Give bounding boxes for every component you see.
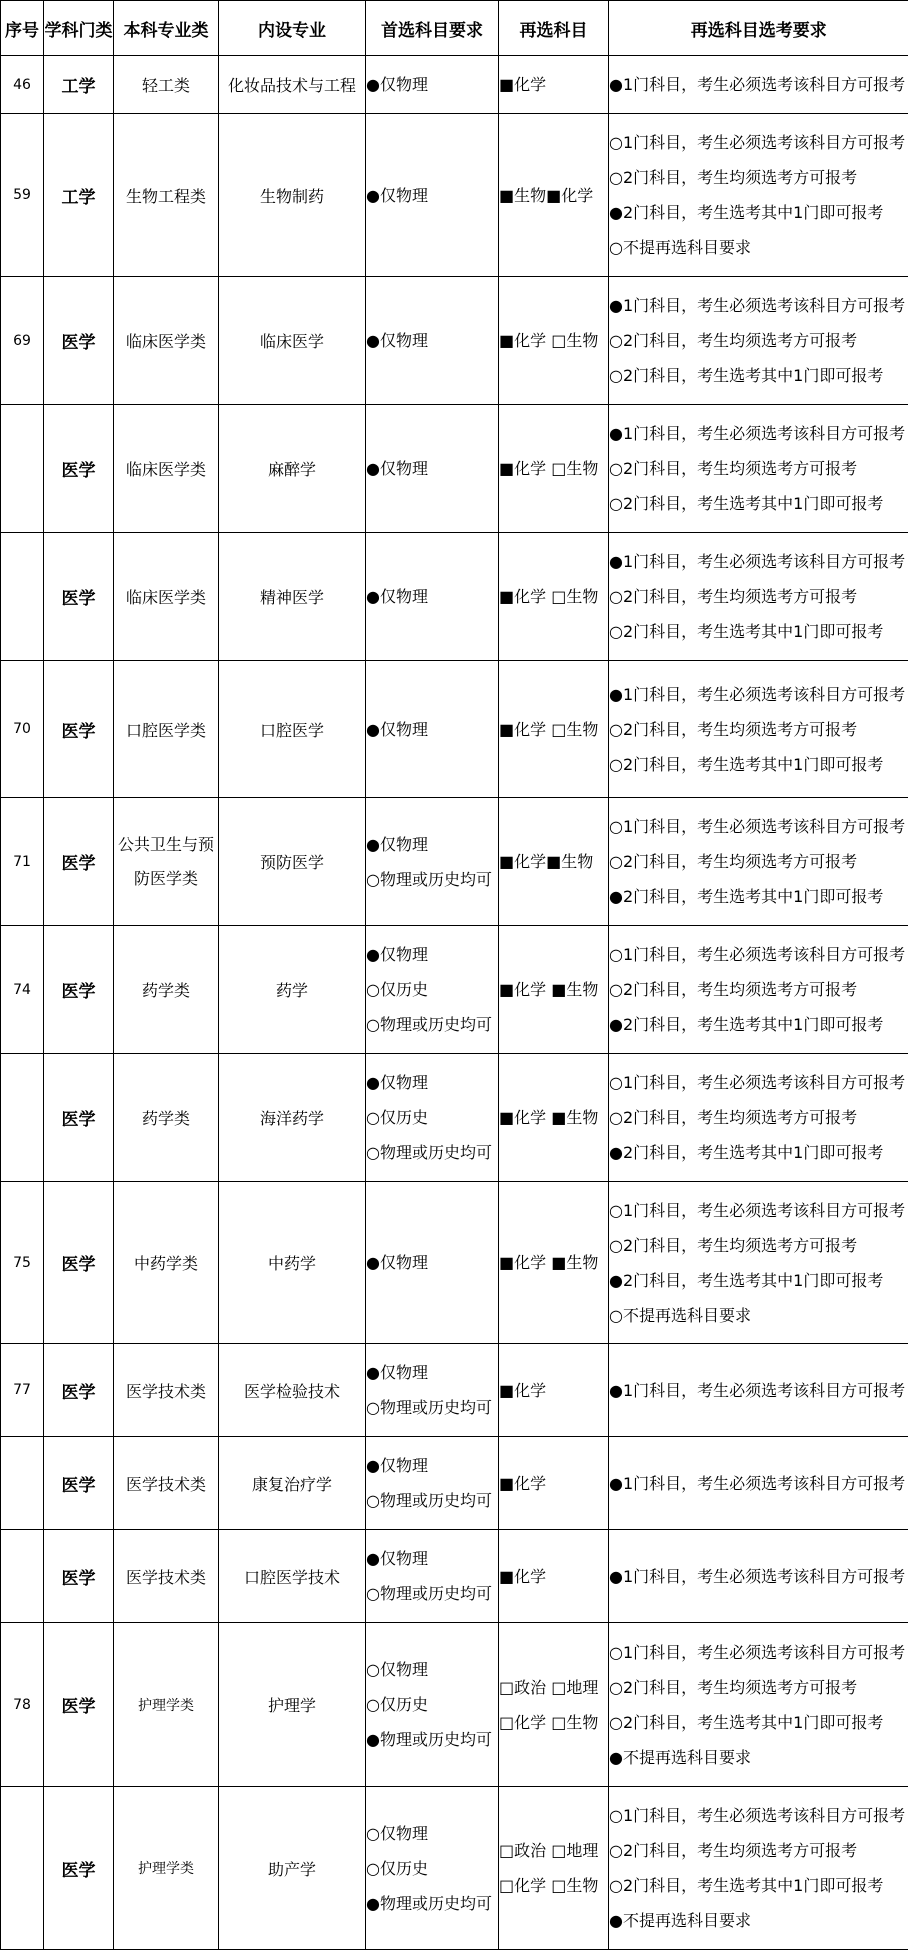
second-requirement-cell-line: ○1门科目，考生必须选考该科目方可报考 — [609, 133, 906, 152]
first-subject-cell-line: ●仅物理 — [366, 1363, 428, 1382]
seq-cell: 59 — [1, 114, 44, 277]
second-requirement-cell-line: ●1门科目，考生必须选考该科目方可报考 — [609, 75, 906, 94]
first-subject-cell-line: ●仅物理 — [366, 587, 428, 606]
internal-major-cell: 预防医学 — [219, 798, 366, 926]
second-requirement-cell — [609, 1054, 908, 1182]
first-subject-cell-line: ○仅历史 — [366, 980, 428, 999]
internal-major-cell: 医学检验技术 — [219, 1344, 366, 1437]
second-subject-cell — [499, 1344, 609, 1437]
first-subject-cell-line: ○物理或历史均可 — [366, 1143, 492, 1162]
table-row — [1, 533, 908, 661]
seq-cell: 69 — [1, 277, 44, 405]
first-subject-cell-line: ●仅物理 — [366, 185, 428, 205]
internal-major-cell: 药学 — [219, 926, 366, 1054]
first-subject-cell-line: ○仅物理 — [366, 1660, 428, 1679]
second-requirement-cell-line: ●2门科目，考生选考其中1门即可报考 — [609, 203, 884, 222]
header-row — [1, 1, 908, 56]
second-subject-cell-line: □政治 □地理 — [499, 1841, 599, 1860]
major-class-cell: 口腔医学类 — [114, 661, 219, 798]
second-requirement-cell-line: ○2门科目，考生均须选考方可报考 — [609, 331, 858, 350]
category-cell: 医学 — [44, 1344, 114, 1437]
second-subject-cell — [499, 798, 609, 926]
table-row — [1, 56, 908, 114]
first-subject-cell-line: ●仅物理 — [366, 945, 428, 964]
first-subject-cell — [366, 1344, 499, 1437]
major-class-cell: 医学技术类 — [114, 1437, 219, 1530]
seq-cell: 78 — [1, 1623, 44, 1787]
table-row — [1, 1344, 908, 1437]
seq-cell: 77 — [1, 1344, 44, 1437]
second-requirement-cell — [609, 926, 908, 1054]
second-requirement-cell — [609, 1530, 908, 1623]
major-class-cell: 医学技术类 — [114, 1344, 219, 1437]
second-requirement-cell-line: ○1门科目，考生必须选考该科目方可报考 — [609, 1073, 906, 1092]
table-row — [1, 661, 908, 798]
second-requirement-cell-line: ○不提再选科目要求 — [609, 238, 751, 257]
second-subject-cell-line: ■生物■化学 — [499, 185, 594, 205]
first-subject-cell — [366, 926, 499, 1054]
second-subject-cell — [499, 1530, 609, 1623]
major-class-cell: 护理学类 — [114, 1787, 219, 1950]
table-row — [1, 798, 908, 926]
second-requirement-cell — [609, 1182, 908, 1344]
second-subject-cell-line: □化学 □生物 — [499, 1712, 599, 1732]
internal-major-cell: 精神医学 — [219, 533, 366, 661]
table-row — [1, 1182, 908, 1344]
second-subject-cell — [499, 1054, 609, 1182]
category-cell: 医学 — [44, 1054, 114, 1182]
table-body — [1, 56, 908, 1950]
header-first-subject: 首选科目要求 — [366, 1, 499, 56]
second-subject-cell-line: □化学 □生物 — [499, 1876, 599, 1895]
seq-cell: 71 — [1, 798, 44, 926]
major-class-cell: 中药学类 — [114, 1182, 219, 1344]
seq-cell: 74 — [1, 926, 44, 1054]
second-subject-cell — [499, 1787, 609, 1950]
first-subject-cell — [366, 661, 499, 798]
second-requirement-cell-line: ○2门科目，考生选考其中1门即可报考 — [609, 1712, 884, 1732]
second-requirement-cell-line: ●1门科目，考生必须选考该科目方可报考 — [609, 1566, 906, 1586]
second-subject-cell-line: ■化学 ■生物 — [499, 980, 599, 999]
second-subject-cell-line: ■化学 ■生物 — [499, 1253, 599, 1272]
category-cell: 医学 — [44, 798, 114, 926]
major-class-cell: 医学技术类 — [114, 1530, 219, 1623]
seq-cell — [1, 1437, 44, 1530]
second-requirement-cell-line: ●2门科目，考生选考其中1门即可报考 — [609, 1143, 884, 1162]
table-row — [1, 1787, 908, 1950]
category-cell: 医学 — [44, 1530, 114, 1623]
second-subject-cell-line: ■化学 — [499, 1473, 547, 1493]
second-subject-cell — [499, 1623, 609, 1787]
second-subject-cell — [499, 405, 609, 533]
second-subject-cell-line: ■化学 ■生物 — [499, 1108, 599, 1127]
second-requirement-cell-line: ○2门科目，考生选考其中1门即可报考 — [609, 366, 884, 385]
seq-cell — [1, 533, 44, 661]
second-subject-cell — [499, 1437, 609, 1530]
second-requirement-cell-line: ●1门科目，考生必须选考该科目方可报考 — [609, 684, 906, 704]
internal-major-cell: 生物制药 — [219, 114, 366, 277]
category-cell: 医学 — [44, 1623, 114, 1787]
second-subject-cell — [499, 661, 609, 798]
major-class-cell: 临床医学类 — [114, 405, 219, 533]
second-requirement-cell-line: ○1门科目，考生必须选考该科目方可报考 — [609, 1642, 906, 1662]
table-row — [1, 405, 908, 533]
second-requirement-cell-line: ●2门科目，考生选考其中1门即可报考 — [609, 1270, 884, 1290]
second-subject-cell-line: ■化学 — [499, 75, 547, 94]
category-cell: 医学 — [44, 533, 114, 661]
second-requirement-cell-line: ○2门科目，考生均须选考方可报考 — [609, 168, 858, 187]
second-subject-cell-line: ■化学 □生物 — [499, 459, 599, 478]
table-row — [1, 277, 908, 405]
second-requirement-cell-line: ○2门科目，考生均须选考方可报考 — [609, 980, 858, 999]
second-requirement-cell-line: ●2门科目，考生选考其中1门即可报考 — [609, 887, 884, 906]
second-subject-cell-line: □政治 □地理 — [499, 1677, 599, 1697]
first-subject-cell-line: ●物理或历史均可 — [366, 1893, 492, 1913]
header-major-class: 本科专业类 — [114, 1, 219, 56]
second-requirement-cell-line: ○2门科目，考生选考其中1门即可报考 — [609, 754, 884, 774]
category-cell: 医学 — [44, 277, 114, 405]
internal-major-cell: 康复治疗学 — [219, 1437, 366, 1530]
second-subject-cell-line: ■化学 □生物 — [499, 719, 599, 739]
major-class-cell: 临床医学类 — [114, 277, 219, 405]
seq-cell: 75 — [1, 1182, 44, 1344]
second-requirement-cell — [609, 533, 908, 661]
internal-major-cell: 海洋药学 — [219, 1054, 366, 1182]
second-requirement-cell — [609, 1437, 908, 1530]
second-requirement-cell — [609, 1623, 908, 1787]
table-row — [1, 114, 908, 277]
internal-major-cell: 中药学 — [219, 1182, 366, 1344]
second-subject-cell-line: ■化学 — [499, 1566, 547, 1586]
first-subject-cell-line: ○物理或历史均可 — [366, 1015, 492, 1034]
table-row — [1, 1054, 908, 1182]
header-seq: 序号 — [1, 1, 44, 56]
seq-cell — [1, 1787, 44, 1950]
first-subject-cell — [366, 1182, 499, 1344]
seq-cell — [1, 1530, 44, 1623]
first-subject-cell — [366, 56, 499, 114]
header-second-requirement: 再选科目选考要求 — [609, 1, 908, 56]
category-cell: 工学 — [44, 114, 114, 277]
header-internal-major: 内设专业 — [219, 1, 366, 56]
table-row — [1, 1530, 908, 1623]
second-subject-cell-line: ■化学■生物 — [499, 852, 594, 871]
second-requirement-cell-line: ○1门科目，考生必须选考该科目方可报考 — [609, 817, 906, 836]
first-subject-cell-line: ○物理或历史均可 — [366, 1398, 492, 1417]
second-requirement-cell — [609, 1787, 908, 1950]
second-subject-cell — [499, 277, 609, 405]
internal-major-cell: 临床医学 — [219, 277, 366, 405]
first-subject-cell — [366, 277, 499, 405]
second-requirement-cell-line: ●1门科目，考生必须选考该科目方可报考 — [609, 552, 906, 571]
second-subject-cell — [499, 926, 609, 1054]
second-requirement-cell-line: ○2门科目，考生选考其中1门即可报考 — [609, 1876, 884, 1895]
first-subject-cell — [366, 798, 499, 926]
second-requirement-cell-line: ○2门科目，考生选考其中1门即可报考 — [609, 494, 884, 513]
second-subject-cell-line: ■化学 □生物 — [499, 587, 599, 606]
first-subject-cell-line: ○仅物理 — [366, 1823, 428, 1843]
second-requirement-cell-line: ●1门科目，考生必须选考该科目方可报考 — [609, 424, 906, 443]
category-cell: 医学 — [44, 661, 114, 798]
second-requirement-cell-line: ●1门科目，考生必须选考该科目方可报考 — [609, 1473, 906, 1493]
internal-major-cell: 护理学 — [219, 1623, 366, 1787]
second-requirement-cell — [609, 1344, 908, 1437]
first-subject-cell-line: ○物理或历史均可 — [366, 1491, 492, 1510]
category-cell: 医学 — [44, 405, 114, 533]
first-subject-cell — [366, 1530, 499, 1623]
first-subject-cell — [366, 1787, 499, 1950]
first-subject-cell-line: ●仅物理 — [366, 75, 428, 94]
internal-major-cell: 麻醉学 — [219, 405, 366, 533]
first-subject-cell-line: ●仅物理 — [366, 719, 428, 739]
second-requirement-cell-line: ○2门科目，考生均须选考方可报考 — [609, 852, 858, 871]
first-subject-cell-line: ●仅物理 — [366, 1073, 428, 1092]
second-requirement-cell — [609, 661, 908, 798]
first-subject-cell-line: ○仅历史 — [366, 1695, 428, 1714]
seq-cell: 70 — [1, 661, 44, 798]
second-requirement-cell-line: ○1门科目，考生必须选考该科目方可报考 — [609, 1806, 906, 1825]
header-second-subject: 再选科目 — [499, 1, 609, 56]
first-subject-cell-line: ●仅物理 — [366, 1456, 428, 1475]
second-requirement-cell-line: ○2门科目，考生均须选考方可报考 — [609, 587, 858, 606]
second-requirement-cell-line: ○2门科目，考生均须选考方可报考 — [609, 1841, 858, 1860]
first-subject-cell-line: ●物理或历史均可 — [366, 1730, 492, 1749]
first-subject-cell-line: ●仅物理 — [366, 331, 428, 350]
major-class-cell: 临床医学类 — [114, 533, 219, 661]
first-subject-cell — [366, 533, 499, 661]
first-subject-cell-line: ●仅物理 — [366, 1549, 428, 1568]
seq-cell — [1, 1054, 44, 1182]
second-requirement-cell-line: ○2门科目，考生均须选考方可报考 — [609, 1108, 858, 1127]
first-subject-cell-line: ●仅物理 — [366, 834, 428, 854]
second-requirement-cell — [609, 56, 908, 114]
second-requirement-cell-line: ○2门科目，考生选考其中1门即可报考 — [609, 622, 884, 641]
second-subject-cell — [499, 114, 609, 277]
first-subject-cell-line: ○物理或历史均可 — [366, 869, 492, 889]
second-requirement-cell-line: ●不提再选科目要求 — [609, 1747, 751, 1767]
first-subject-cell-line: ○仅历史 — [366, 1108, 428, 1127]
first-subject-cell — [366, 1054, 499, 1182]
category-cell: 医学 — [44, 1437, 114, 1530]
major-class-cell: 生物工程类 — [114, 114, 219, 277]
first-subject-cell — [366, 405, 499, 533]
second-requirement-cell-line: ○不提再选科目要求 — [609, 1305, 751, 1325]
second-requirement-cell-line: ○1门科目，考生必须选考该科目方可报考 — [609, 1200, 906, 1220]
first-subject-cell — [366, 1623, 499, 1787]
category-cell: 医学 — [44, 926, 114, 1054]
second-requirement-cell-line: ○2门科目，考生均须选考方可报考 — [609, 1235, 858, 1255]
second-subject-cell — [499, 1182, 609, 1344]
seq-cell: 46 — [1, 56, 44, 114]
seq-cell — [1, 405, 44, 533]
table-row — [1, 1437, 908, 1530]
category-cell: 工学 — [44, 56, 114, 114]
internal-major-cell: 口腔医学 — [219, 661, 366, 798]
second-subject-cell — [499, 56, 609, 114]
second-requirement-cell-line: ●不提再选科目要求 — [609, 1911, 751, 1930]
second-subject-cell — [499, 533, 609, 661]
header-category: 学科门类 — [44, 1, 114, 56]
second-requirement-cell — [609, 277, 908, 405]
internal-major-cell: 助产学 — [219, 1787, 366, 1950]
second-requirement-cell-line: ○2门科目，考生均须选考方可报考 — [609, 1677, 858, 1697]
second-subject-cell-line: ■化学 — [499, 1380, 547, 1400]
second-requirement-cell-line: ●2门科目，考生选考其中1门即可报考 — [609, 1015, 884, 1034]
second-requirement-cell-line: ●1门科目，考生必须选考该科目方可报考 — [609, 296, 906, 315]
first-subject-cell-line: ○仅历史 — [366, 1858, 428, 1878]
second-requirement-cell — [609, 405, 908, 533]
first-subject-cell — [366, 114, 499, 277]
first-subject-cell-line: ●仅物理 — [366, 459, 428, 478]
major-class-cell: 公共卫生与预防医学类 — [114, 798, 219, 926]
major-class-cell: 护理学类 — [114, 1623, 219, 1787]
major-class-cell: 药学类 — [114, 1054, 219, 1182]
second-subject-cell-line: ■化学 □生物 — [499, 331, 599, 350]
second-requirement-cell-line: ○2门科目，考生均须选考方可报考 — [609, 719, 858, 739]
second-requirement-cell — [609, 798, 908, 926]
major-class-cell: 药学类 — [114, 926, 219, 1054]
second-requirement-cell — [609, 114, 908, 277]
internal-major-cell: 口腔医学技术 — [219, 1530, 366, 1623]
first-subject-cell — [366, 1437, 499, 1530]
table-row — [1, 1623, 908, 1787]
table-row — [1, 926, 908, 1054]
internal-major-cell: 化妆品技术与工程 — [219, 56, 366, 114]
second-requirement-cell-line: ○2门科目，考生均须选考方可报考 — [609, 459, 858, 478]
second-requirement-cell-line: ○1门科目，考生必须选考该科目方可报考 — [609, 945, 906, 964]
first-subject-cell-line: ○物理或历史均可 — [366, 1584, 492, 1603]
category-cell: 医学 — [44, 1182, 114, 1344]
major-class-cell: 轻工类 — [114, 56, 219, 114]
first-subject-cell-line: ●仅物理 — [366, 1253, 428, 1272]
category-cell: 医学 — [44, 1787, 114, 1950]
second-requirement-cell-line: ●1门科目，考生必须选考该科目方可报考 — [609, 1380, 906, 1400]
